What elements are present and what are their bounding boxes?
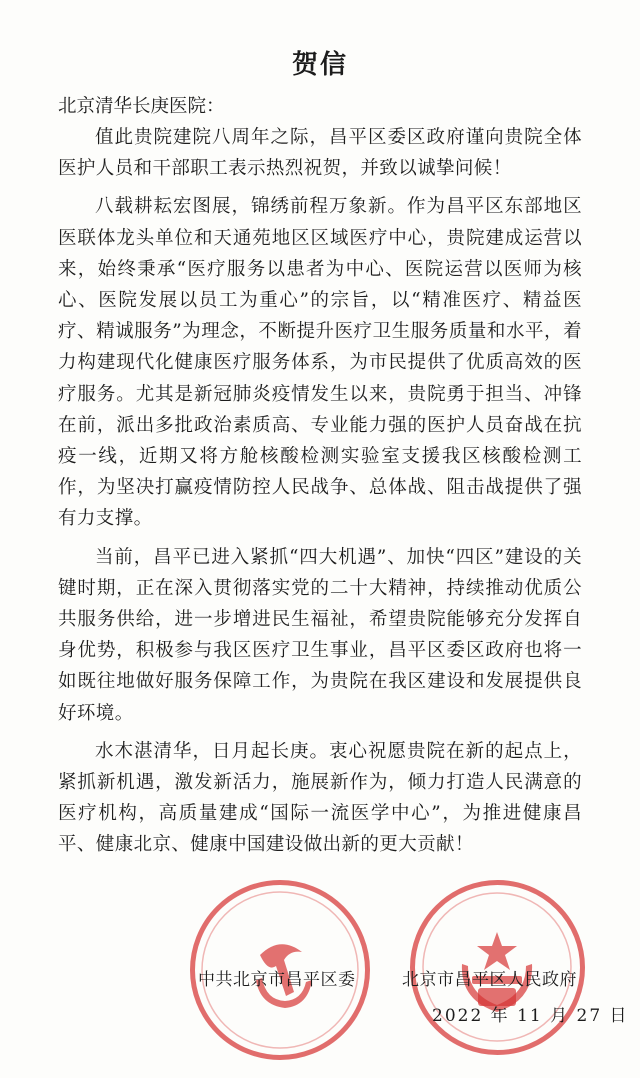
paragraph-wishes: 水木湛清华，日月起长庚。衷心祝愿贵院在新的起点上，紧抓新机遇，激发新活力，施展新作为，倾力打造人民满意的医疗机构，高质量建成“国际一流医学中心”，为推进健康昌平、健康北京、健康中国建设做出新的更大贡献！	[58, 740, 582, 856]
paragraph-greeting: 值此贵院建院八周年之际，昌平区委区政府谨向贵院全体医护人员和干部职工表示热烈祝贺，并致以诚挚问候！	[58, 127, 582, 180]
signature-party-committee: 中共北京市昌平区委	[198, 970, 356, 990]
signature-government: 北京市昌平区人民政府	[402, 970, 577, 990]
paragraph-current-period: 当前，昌平已进入紧抓“四大机遇”、加快“四区”建设的关键时期，正在深入贯彻落实党的二十大精神，持续推动优质公共服务供给，进一步增进民生福祉，希望贵院能够充分发挥自身优势，积极参与我区医疗卫生事业，昌平区委区政府也将一如既往地做好服务保障工作，为贵院在我区建设和发展提供良好环境。	[58, 546, 582, 724]
paragraph-achievements: 八载耕耘宏图展，锦绣前程万象新。作为昌平区东部地区医联体龙头单位和天通苑地区区域医疗中心，贵院建成运营以来，始终秉承“医疗服务以患者为中心、医院运营以医师为核心、医院发展以员工为重心”的宗旨，以“精准医疗、精益医疗、精诚服务”为理念，不断提升医疗卫生服务质量和水平，着力构建现代化健康医疗服务体系，为市民提供了优质高效的医疗服务。尤其是新冠肺炎疫情发生以来，贵院勇于担当、冲锋在前，派出多批政治素质高、专业能力强的医护人员奋战在抗疫一线，近期又将方舱核酸检测实验室支援我区核酸检测工作，为坚决打赢疫情防控人民战争、总体战、阻击战提供了强有力支撑。	[58, 196, 582, 530]
salutation: 北京清华长庚医院：	[58, 96, 225, 117]
letter-body	[58, 122, 582, 868]
letter-date: 2022 年 11 月 27 日	[432, 1006, 629, 1026]
letter-title: 贺信	[291, 50, 348, 80]
